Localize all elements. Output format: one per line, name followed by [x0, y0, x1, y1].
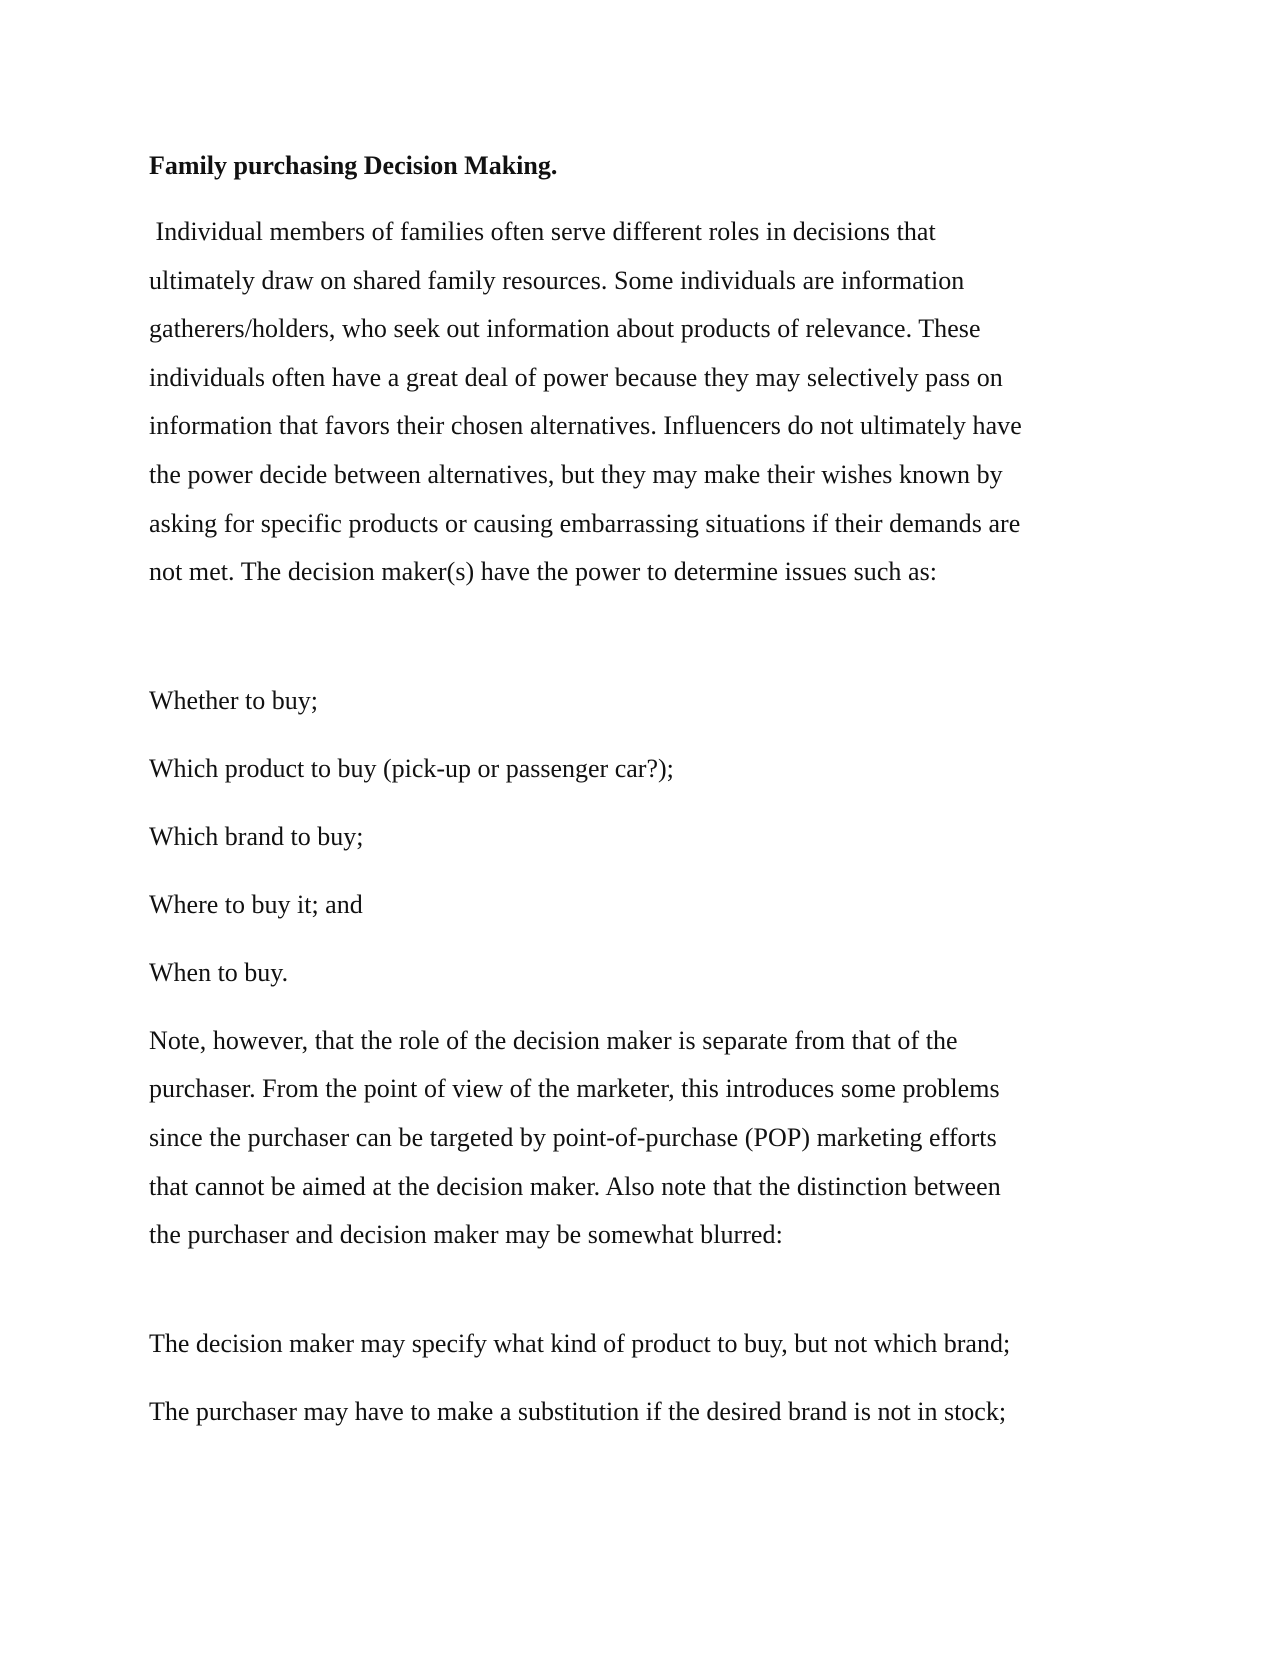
- paragraph-line: individuals often have a great deal of power because they may selectively pass on: [149, 362, 1003, 392]
- spacer: [149, 597, 1159, 677]
- list-item: When to buy.: [149, 957, 289, 987]
- paragraph-line: the purchaser and decision maker may be somewhat blurred:: [149, 1220, 783, 1250]
- note-paragraph: [149, 1017, 1159, 1260]
- spacer: [149, 1260, 1159, 1320]
- paragraph-line: that cannot be aimed at the decision maker. Also note that the distinction between: [149, 1171, 1001, 1201]
- paragraph-line: Note, however, that the role of the decision maker is separate from that of the: [149, 1025, 958, 1055]
- list-item: Which brand to buy;: [149, 821, 364, 851]
- paragraph-line: not met. The decision maker(s) have the power to determine issues such as:: [149, 557, 938, 587]
- document-body: [149, 142, 1159, 1456]
- paragraph-line: purchaser. From the point of view of the marketer, this introduces some problems: [149, 1074, 1000, 1104]
- blurred-list: [149, 1320, 1159, 1436]
- list-item: Which product to buy (pick-up or passenger car?);: [149, 753, 674, 783]
- list-item: Whether to buy;: [149, 685, 318, 715]
- paragraph-line: gatherers/holders, who seek out information about products of relevance. These: [149, 314, 981, 344]
- paragraph-line: Individual members of families often serve different roles in decisions that: [149, 217, 936, 246]
- intro-paragraph: [149, 208, 1159, 597]
- paragraph-line: ultimately draw on shared family resources. Some individuals are information: [149, 265, 965, 295]
- paragraph-line: since the purchaser can be targeted by point-of-purchase (POP) marketing efforts: [149, 1122, 997, 1152]
- paragraph-line: the power decide between alternatives, but they may make their wishes known by: [149, 459, 1003, 489]
- list-item: The purchaser may have to make a substitution if the desired brand is not in stock;: [149, 1396, 1007, 1426]
- paragraph-line: information that favors their chosen alternatives. Influencers do not ultimately have: [149, 411, 1022, 441]
- list-item: Where to buy it; and: [149, 889, 363, 919]
- document-title: Family purchasing Decision Making.: [149, 151, 558, 180]
- list-item: The decision maker may specify what kind of product to buy, but not which brand;: [149, 1328, 1011, 1358]
- issues-list: [149, 677, 1159, 997]
- paragraph-line: asking for specific products or causing embarrassing situations if their demands are: [149, 508, 1021, 538]
